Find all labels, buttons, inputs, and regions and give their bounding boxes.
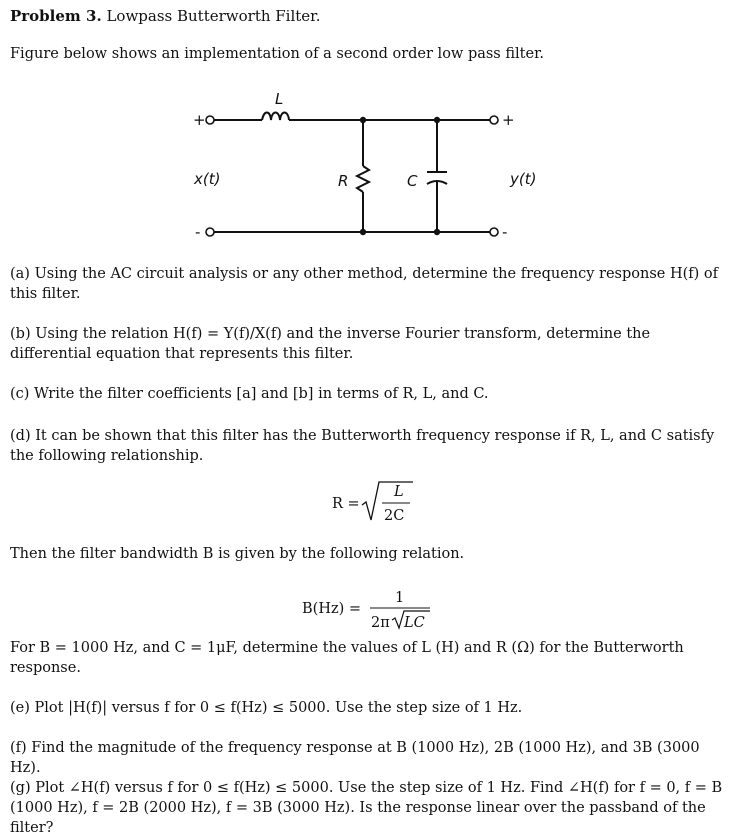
output-minus-sign: - — [502, 223, 508, 241]
bandwidth-numerator: 1 — [395, 590, 405, 606]
part-d: (d) It can be shown that this filter has the Butterworth frequency response if R, L, and C satisfy the following relationship. — [10, 428, 715, 464]
input-signal-label: x(t) — [194, 170, 221, 188]
problem-subtitle: Lowpass Butterworth Filter. — [106, 7, 321, 25]
given-values: For B = 1000 Hz, and C = 1μF, determine the values of L (H) and R (Ω) for the Butterworth response. — [10, 640, 684, 676]
output-terminal-bottom — [490, 228, 498, 236]
part-a: (a) Using the AC circuit analysis or any other method, determine the frequency response H(f) of this filter. — [10, 266, 719, 302]
bandwidth-text: Then the filter bandwidth B is given by the following relation. — [10, 546, 465, 562]
output-terminal-top — [490, 116, 498, 124]
equation-lhs: R = — [332, 496, 360, 512]
resistor-symbol — [357, 166, 369, 192]
bandwidth-den-root: LC — [404, 615, 425, 631]
part-c: (c) Write the filter coefficients [a] and [b] in terms of R, L, and C. — [10, 386, 489, 402]
inductor-symbol — [262, 113, 289, 121]
part-b: (b) Using the relation H(f) = Y(f)/X(f) and the inverse Fourier transform, determine the differential equation that represents this filter. — [10, 326, 651, 362]
junction-dot — [360, 229, 366, 235]
output-plus-sign: + — [502, 111, 515, 129]
problem-number: Problem 3. — [10, 7, 102, 25]
junction-dot — [434, 229, 440, 235]
equation-numerator: L — [394, 484, 404, 500]
output-signal-label: y(t) — [510, 170, 537, 188]
inductor-label: L — [275, 90, 284, 108]
intro-text: Figure below shows an implementation of a second order low pass filter. — [10, 46, 545, 62]
input-terminal-bottom — [206, 228, 214, 236]
butterworth-equation — [326, 478, 416, 526]
input-terminal-top — [206, 116, 214, 124]
bandwidth-lhs: B(Hz) = — [302, 601, 362, 617]
part-e: (e) Plot |H(f)| versus f for 0 ≤ f(Hz) ≤ 5000. Use the step size of 1 Hz. — [10, 700, 523, 716]
equation-denominator: 2C — [384, 508, 405, 524]
capacitor-label: C — [407, 172, 418, 190]
problem-heading — [10, 6, 732, 26]
input-minus-sign: - — [195, 223, 201, 241]
part-f: (f) Find the magnitude of the frequency response at B (1000 Hz), 2B (1000 Hz), and 3B (3000 Hz). — [10, 740, 700, 776]
junction-dot — [434, 117, 440, 123]
resistor-label: R — [338, 172, 349, 190]
bandwidth-den-prefix: 2π — [371, 615, 390, 631]
junction-dot — [360, 117, 366, 123]
input-plus-sign: + — [193, 111, 206, 129]
part-g: (g) Plot ∠H(f) versus f for 0 ≤ f(Hz) ≤ 5000. Use the step size of 1 Hz. Find ∠H(f) for f = 0, f = B (1000 Hz), f = 2B (2000 Hz), f = 3B (3000 Hz). Is the response linear over the passband of the filter? — [10, 780, 723, 836]
bandwidth-equation — [298, 586, 448, 632]
circuit-diagram — [180, 84, 540, 244]
